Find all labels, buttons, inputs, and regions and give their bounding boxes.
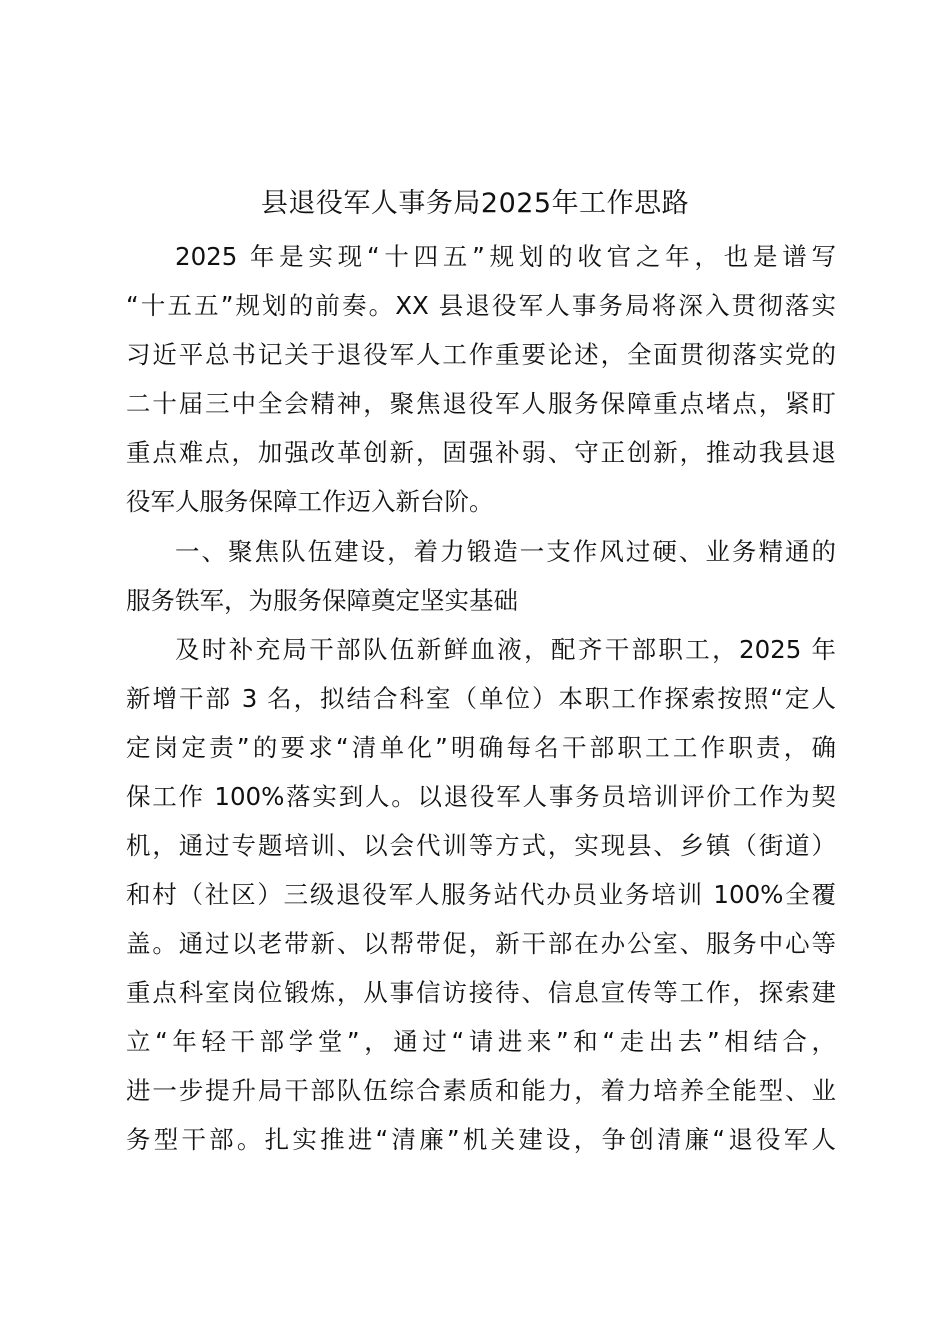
paragraph-3-line-2: 新增干部 3 名，拟结合科室（单位）本职工作探索按照“定人	[126, 684, 836, 713]
paragraph-1-line-1: 2025 年是实现“十四五”规划的收官之年，也是谱写	[175, 242, 836, 271]
paragraph-3-line-7: 盖。通过以老带新、以帮带促，新干部在办公室、服务中心等	[126, 929, 836, 958]
paragraph-3-line-4: 保工作 100%落实到人。以退役军人事务员培训评价工作为契	[126, 782, 836, 811]
paragraph-3-line-1: 及时补充局干部队伍新鲜血液，配齐干部职工，2025 年	[175, 635, 836, 664]
paragraph-3-line-6: 和村（社区）三级退役军人服务站代办员业务培训 100%全覆	[126, 880, 836, 909]
paragraph-1-line-2: “十五五”规划的前奏。XX 县退役军人事务局将深入贯彻落实	[126, 291, 836, 320]
paragraph-3-line-8: 重点科室岗位锻炼，从事信访接待、信息宣传等工作，探索建	[126, 978, 836, 1007]
paragraph-3-line-5: 机，通过专题培训、以会代训等方式，实现县、乡镇（街道）	[126, 831, 836, 860]
section-heading-line-2: 服务铁军，为服务保障奠定坚实基础	[126, 586, 518, 615]
paragraph-1-line-5: 重点难点，加强改革创新，固强补弱、守正创新，推动我县退	[126, 438, 836, 467]
paragraph-3-line-3: 定岗定责”的要求“清单化”明确每名干部职工工作职责，确	[126, 733, 836, 762]
paragraph-1-line-4: 二十届三中全会精神，聚焦退役军人服务保障重点堵点，紧盯	[126, 389, 836, 418]
document-title: 县退役军人事务局2025年工作思路	[260, 188, 690, 219]
paragraph-1-line-6: 役军人服务保障工作迈入新台阶。	[126, 487, 494, 516]
paragraph-3-line-9: 立“年轻干部学堂”，通过“请进来”和“走出去”相结合，	[126, 1027, 836, 1056]
paragraph-3-line-10: 进一步提升局干部队伍综合素质和能力，着力培养全能型、业	[126, 1076, 836, 1105]
paragraph-1-line-3: 习近平总书记关于退役军人工作重要论述，全面贯彻落实党的	[126, 340, 836, 369]
section-heading-line-1: 一、聚焦队伍建设，着力锻造一支作风过硬、业务精通的	[175, 537, 836, 566]
paragraph-3-line-11: 务型干部。扎实推进“清廉”机关建设，争创清廉“退役军人	[126, 1125, 836, 1154]
document-body	[126, 232, 836, 1164]
